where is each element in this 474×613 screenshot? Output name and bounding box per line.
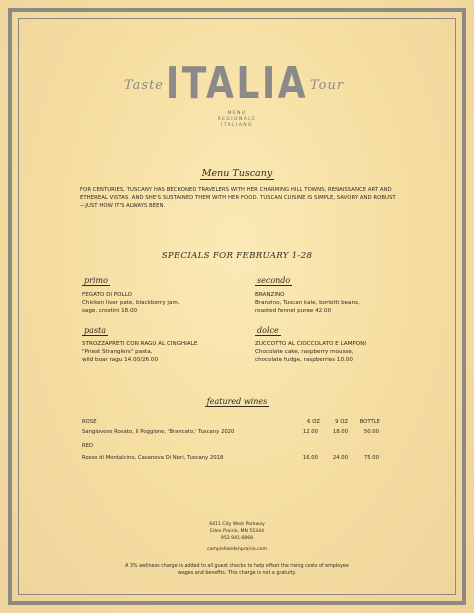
featured-wines-heading (0, 397, 474, 406)
course-pasta-desc-2: wild boar ragu 14.00/26.00 (82, 357, 159, 363)
course-primo-desc-2: sage, crostini 18.00 (82, 308, 138, 314)
course-primo-label (82, 276, 110, 285)
wine-rose-price-6oz: 12.00 (302, 429, 318, 435)
course-secondo-label (255, 276, 292, 285)
wine-col-6oz: 6 OZ (307, 419, 320, 425)
subtitle-line-1: MENU (227, 111, 247, 116)
course-primo-dish: FEGATO DI POLLO (82, 292, 133, 298)
course-dolce-label-text: dolce (257, 326, 279, 335)
course-dolce-desc-1: Chocolate cake, raspberry mousse, (255, 349, 354, 355)
course-pasta-label (82, 326, 108, 335)
course-primo-desc-1: Chicken liver pate, blackberry jam, (82, 300, 180, 306)
course-pasta-dish: STROZZAPRETI CON RAGU AL CINGHIALE (82, 341, 198, 347)
course-primo-label-text: primo (84, 276, 108, 285)
intro-paragraph: FOR CENTURIES, TUSCANY HAS BECKONED TRAVELERS WITH HER CHARMING HILL TOWNS, RENAISSANCE ART AND ETHEREAL VISTAS. AND SHE'S SUSTAINED THEM WITH HER FOOD. TUSCAN CUISINE IS SIMPLE, SAVORY AND ROBUST—JUST HOW IT'S ALWAYS BEEN. (80, 187, 396, 209)
wine-category-rose: ROSE (82, 419, 97, 425)
wine-red-price-9oz: 24.00 (332, 455, 348, 461)
header-taste: Taste (124, 78, 165, 93)
wine-rose-price-bottle: 50.00 (363, 429, 379, 435)
course-secondo-desc-1: Branzino, Tuscan kale, borlotti beans, (255, 300, 360, 306)
subtitle-line-3: ITALIANO (221, 123, 253, 128)
wine-col-9oz: 9 OZ (335, 419, 348, 425)
subtitle-line-2: REGIONALE (217, 117, 257, 122)
menu-heading (0, 168, 474, 179)
course-dolce-dish: ZUCCOTTO AL CIOCCOLATO E LAMPONI (255, 341, 367, 347)
course-pasta-label-text: pasta (84, 326, 106, 335)
footer-phone: 952.941.6868 (220, 536, 254, 541)
page-title: ITALIA (165, 58, 309, 109)
wine-rose-price-9oz: 18.00 (332, 429, 348, 435)
wine-red-price-6oz: 16.00 (302, 455, 318, 461)
course-secondo-desc-2: roasted fennel puree 42.00 (255, 308, 332, 314)
course-secondo-label-text: secondo (257, 276, 291, 285)
footer-address-1: 6411 City West Parkway (209, 522, 265, 527)
course-pasta-desc-1: "Priest Stranglers" pasta, (82, 349, 153, 355)
wine-category-red: RED (82, 443, 94, 449)
wine-red-name: Rosso di Montalcino, Casanova Di Neri, Tuscany 2018 (82, 455, 224, 461)
course-secondo-dish: BRANZINO (255, 292, 285, 298)
wine-col-bottle: BOTTLE (359, 419, 380, 425)
menu-heading-text: Menu Tuscany (201, 168, 273, 179)
wine-red-price-bottle: 75.00 (363, 455, 379, 461)
course-dolce-label (255, 326, 281, 335)
footer-disclaimer: A 3% wellness charge is added to all guest checks to help offset the rising costs of employee wages and benefits. This charge is not a gratuity. (125, 564, 349, 576)
footer-website[interactable]: campielloedenprairie.com (207, 547, 267, 552)
header-tour: Tour (310, 78, 345, 93)
footer-address-2: Eden Prairie, MN 55344 (209, 529, 265, 534)
course-dolce-desc-2: chocolate fudge, raspberries 10.00 (255, 357, 353, 363)
wine-rose-name: Sangiovese Rosato, Il Poggione, 'Brancato,' Tuscany 2020 (82, 429, 235, 435)
featured-wines-heading-text: featured wines (206, 397, 268, 406)
specials-title: SPECIALS FOR FEBRUARY 1-28 (161, 251, 313, 261)
